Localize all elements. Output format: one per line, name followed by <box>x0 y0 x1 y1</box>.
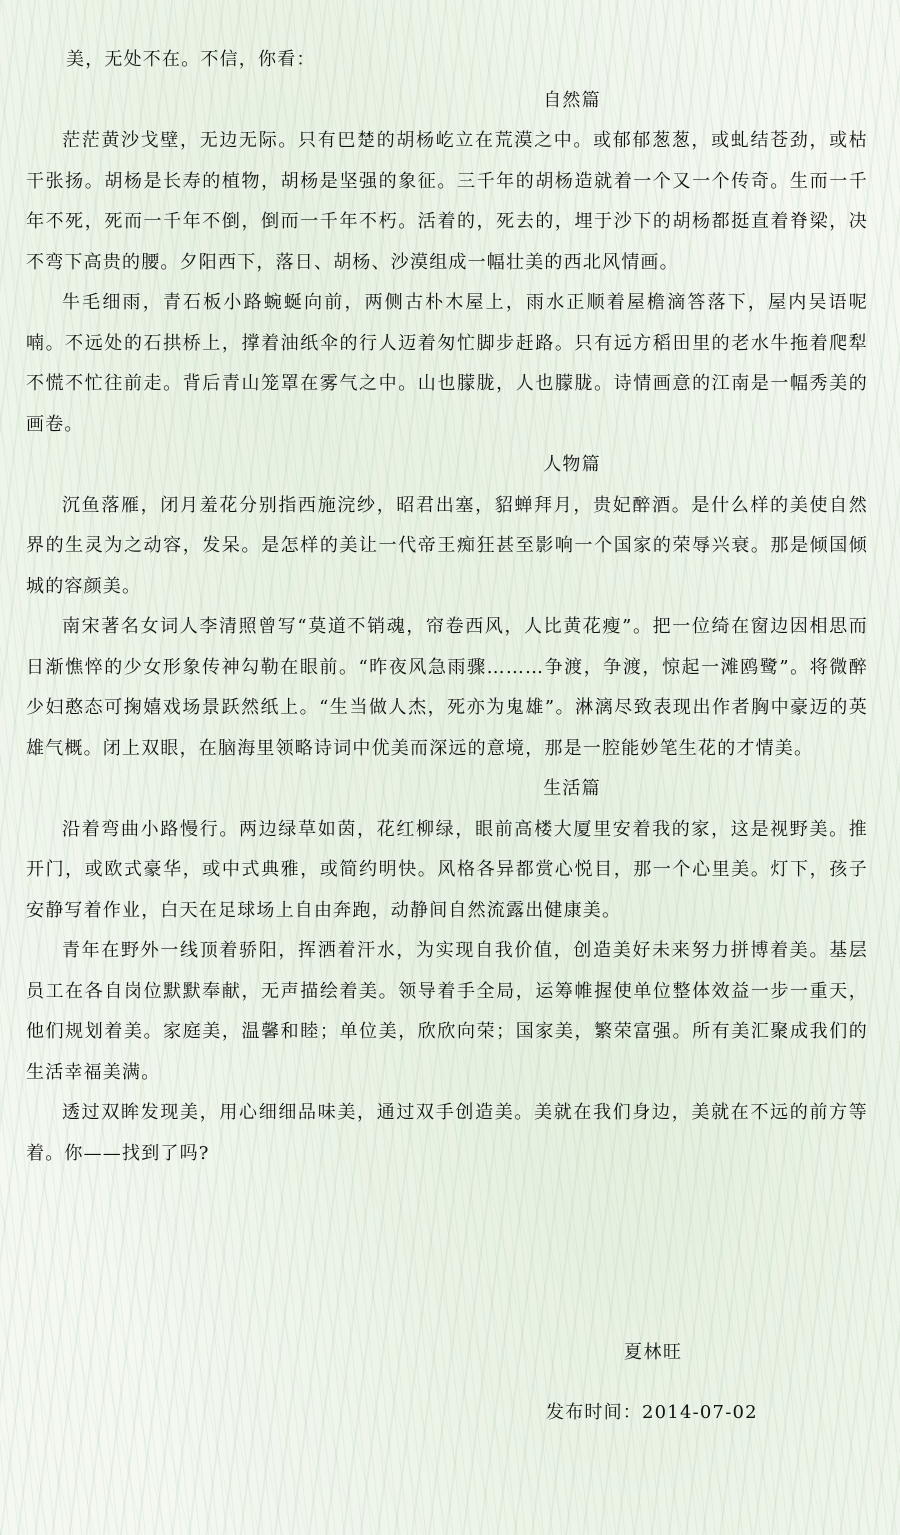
paragraph: 沉鱼落雁，闭月羞花分别指西施浣纱，昭君出塞，貂蝉拜月，贵妃醉酒。是什么样的美使自然界的生灵为之动容，发呆。是怎样的美让一代帝王痴狂甚至影响一个国家的荣辱兴衰。那是倾国倾城的容颜美。 <box>26 494 868 597</box>
article-body <box>26 40 868 1174</box>
paragraph: 牛毛细雨，青石板小路蜿蜒向前，两侧古朴木屋上，雨水正顺着屋檐滴答落下，屋内吴语呢喃。不远处的石拱桥上，撑着油纸伞的行人迈着匆忙脚步赶路。只有远方稻田里的老水牛拖着爬犁不慌不忙往前走。背后青山笼罩在雾气之中。山也朦胧，人也朦胧。诗情画意的江南是一幅秀美的画卷。 <box>26 292 868 435</box>
section-title-people: 人物篇 <box>543 454 601 475</box>
paragraph: 沿着弯曲小路慢行。两边绿草如茵，花红柳绿，眼前高楼大厦里安着我的家，这是视野美。推开门，或欧式豪华，或中式典雅，或简约明快。风格各异都赏心悦目，那一个心里美。灯下，孩子安静写着作业，白天在足球场上自由奔跑，动静间自然流露出健康美。 <box>26 818 868 921</box>
section-title-life: 生活篇 <box>543 778 601 799</box>
publish-label: 发布时间： <box>546 1402 642 1423</box>
paragraph: 南宋著名女词人李清照曾写“莫道不销魂，帘卷西风，人比黄花瘦”。把一位绮在窗边因相思而日渐憔悴的少女形象传神勾勒在眼前。“昨夜风急雨骤………争渡，争渡，惊起一滩鸥鹭”。将微醉少妇憨态可掬嬉戏场景跃然纸上。“生当做人杰，死亦为鬼雄”。淋漓尽致表现出作者胸中豪迈的英雄气概。闭上双眼，在脑海里领略诗词中优美而深远的意境，那是一腔能妙笔生花的才情美。 <box>26 616 868 759</box>
paragraph: 茫茫黄沙戈壁，无边无际。只有巴楚的胡杨屹立在荒漠之中。或郁郁葱葱，或虬结苍劲，或枯干张扬。胡杨是长寿的植物，胡杨是坚强的象征。三千年的胡杨造就着一个又一个传奇。生而一千年不死，死而一千年不倒，倒而一千年不朽。活着的，死去的，埋于沙下的胡杨都挺直着脊梁，决不弯下高贵的腰。夕阳西下，落日、胡杨、沙漠组成一幅壮美的西北风情画。 <box>26 130 868 273</box>
paragraph: 青年在野外一线顶着骄阳，挥洒着汗水，为实现自我价值，创造美好未来努力拼博着美。基层员工在各自岗位默默奉献，无声描绘着美。领导着手全局，运筹帷握使单位整体效益一步一重天，他们规划着美。家庭美，温馨和睦；单位美，欣欣向荣；国家美，繁荣富强。所有美汇聚成我们的生活幸福美满。 <box>26 940 868 1083</box>
article-intro: 美，无处不在。不信，你看： <box>66 49 316 70</box>
author-name: 夏林旺 <box>624 1342 683 1363</box>
publish-info <box>546 1398 758 1424</box>
publish-date: 2014-07-02 <box>642 1402 758 1423</box>
paragraph: 透过双眸发现美，用心细细品味美，通过双手创造美。美就在我们身边，美就在不远的前方等着。你——找到了吗? <box>26 1102 868 1164</box>
section-title-nature: 自然篇 <box>543 89 601 111</box>
